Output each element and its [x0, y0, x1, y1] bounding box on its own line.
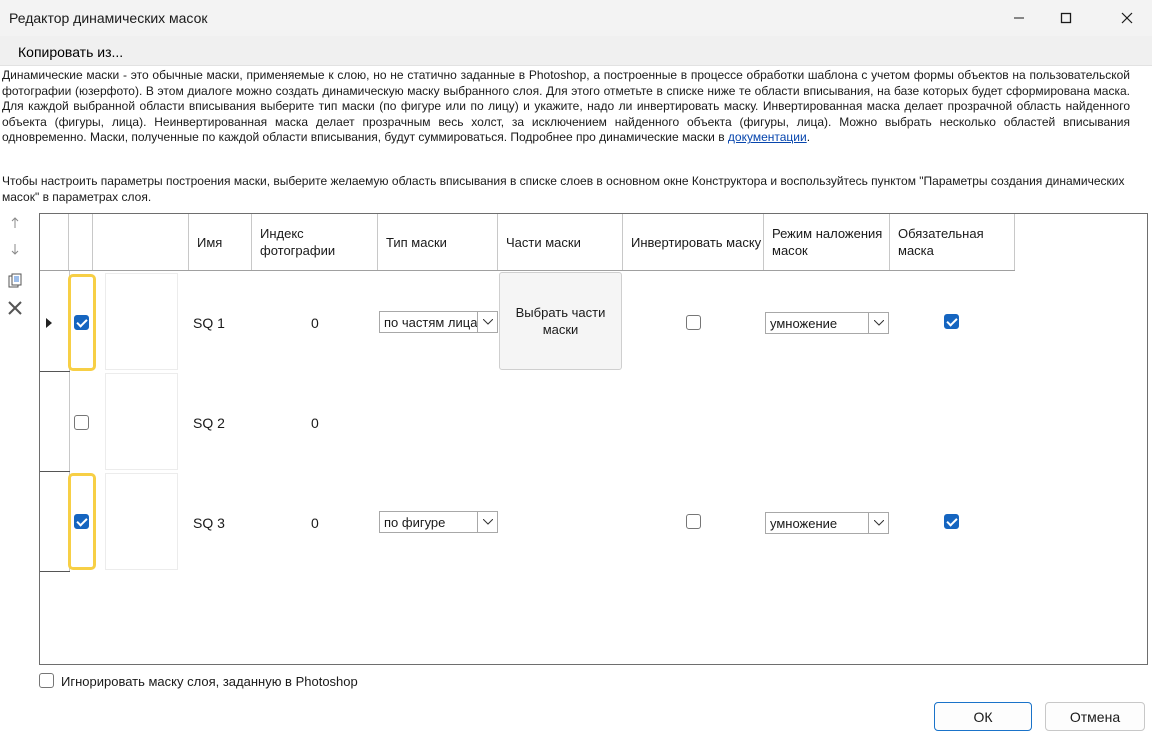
description-text: Динамические маски - это обычные маски, применяемые к слою, но не статично заданные в Photoshop, а построенные в процессе обработки шаблона с учетом формы объектов на пользовательской фотографии (юзерфото). В этом диалоге можно создать динамическую маску выбранного слоя. Для этого отметьте в списке ниже те области вписывания, на базе которых будет сформирована маска. Для каждой выбранной области вписывания выберите тип маски (по фигуре или по лицу) и укажите, надо ли инвертировать маску. Инвертированная маска делает прозрачной область найденного объекта (фигуры, лица). Неинвертированная маска делает прозрачным весь холст, за исключением найденного объекта (фигуры, лица). Можно выбрать несколько областей вписывания одновременно. Маски, полученные по каждой области вписывания, будут суммироваться. Подробнее про динамические маски в документации.: [2, 68, 1130, 145]
document-copy-icon: [8, 273, 22, 289]
required-checkbox[interactable]: [944, 514, 959, 529]
header-thumbnail-column: [93, 214, 189, 270]
header-row-indicator: [40, 214, 69, 270]
header-mask-type[interactable]: Тип маски: [378, 214, 498, 270]
table-row[interactable]: [40, 271, 838, 371]
row-separator: [40, 571, 70, 572]
required-checkbox[interactable]: [944, 314, 959, 329]
row-select-checkbox[interactable]: [74, 514, 89, 529]
delete-icon: [7, 300, 23, 316]
cancel-button[interactable]: Отмена: [1045, 702, 1145, 731]
row-name: SQ 2: [193, 415, 225, 431]
delete-row-button[interactable]: [6, 299, 24, 317]
row-thumbnail: [105, 373, 178, 470]
ignore-photoshop-mask-label[interactable]: Игнорировать маску слоя, заданную в Photoshop: [61, 674, 358, 689]
row-select-checkbox[interactable]: [74, 315, 89, 330]
header-blend-mode[interactable]: Режим наложения масок: [764, 214, 890, 270]
arrow-up-icon: [10, 217, 20, 229]
copy-row-button[interactable]: [6, 272, 24, 290]
minimize-button[interactable]: [996, 0, 1042, 36]
ignore-photoshop-mask-checkbox[interactable]: [39, 673, 54, 688]
mask-areas-grid[interactable]: [39, 213, 1148, 665]
close-icon: [1121, 12, 1133, 24]
menu-copy-from[interactable]: Копировать из...: [18, 44, 124, 60]
header-checkbox-column: [69, 214, 93, 270]
arrow-down-icon: [10, 243, 20, 255]
row-select-checkbox[interactable]: [74, 415, 89, 430]
header-name[interactable]: Имя: [189, 214, 252, 270]
move-up-button[interactable]: [6, 214, 24, 232]
table-row[interactable]: [40, 371, 740, 471]
header-mask-parts[interactable]: Части маски: [498, 214, 623, 270]
row-thumbnail: [105, 273, 178, 370]
blend-mode-select[interactable]: умножение: [765, 512, 889, 534]
mask-type-select[interactable]: по фигуре: [379, 511, 498, 533]
close-button[interactable]: [1104, 0, 1150, 36]
chevron-down-icon: [477, 512, 497, 532]
maximize-button[interactable]: [1043, 0, 1089, 36]
invert-checkbox[interactable]: [686, 514, 701, 529]
mask-type-select[interactable]: по частям лица: [379, 311, 498, 333]
header-photo-index[interactable]: Индекс фотографии: [252, 214, 378, 270]
row-photo-index: 0: [311, 415, 319, 431]
header-required[interactable]: Обязательная маска: [890, 214, 1015, 270]
ok-button[interactable]: ОК: [934, 702, 1032, 731]
blend-mode-select[interactable]: умножение: [765, 312, 889, 334]
documentation-link[interactable]: документации: [727, 130, 807, 145]
header-invert[interactable]: Инвертировать маску: [623, 214, 764, 270]
invert-checkbox[interactable]: [686, 315, 701, 330]
row-name: SQ 1: [193, 315, 225, 331]
row-name: SQ 3: [193, 515, 225, 531]
title-bar: [0, 0, 1152, 36]
chevron-down-icon: [477, 312, 497, 332]
window-title: Редактор динамических масок: [9, 10, 208, 26]
row-photo-index: 0: [311, 515, 319, 531]
current-row-arrow-icon: [46, 318, 52, 328]
menu-bar: [0, 36, 1152, 66]
chevron-down-icon: [868, 313, 888, 333]
minimize-icon: [1013, 12, 1025, 24]
chevron-down-icon: [868, 513, 888, 533]
table-row[interactable]: [40, 471, 838, 571]
move-down-button[interactable]: [6, 240, 24, 258]
row-photo-index: 0: [311, 315, 319, 331]
select-mask-parts-button[interactable]: Выбрать части маски: [499, 272, 622, 370]
hint-text: Чтобы настроить параметры построения маски, выберите желаемую область вписывания в списке слоев в основном окне Конструктора и воспользуйтесь пунктом "Параметры создания динамических масок" в параметрах слоя.: [2, 174, 1125, 204]
maximize-icon: [1060, 12, 1072, 24]
grid-header: [40, 214, 1015, 271]
row-thumbnail: [105, 473, 178, 570]
